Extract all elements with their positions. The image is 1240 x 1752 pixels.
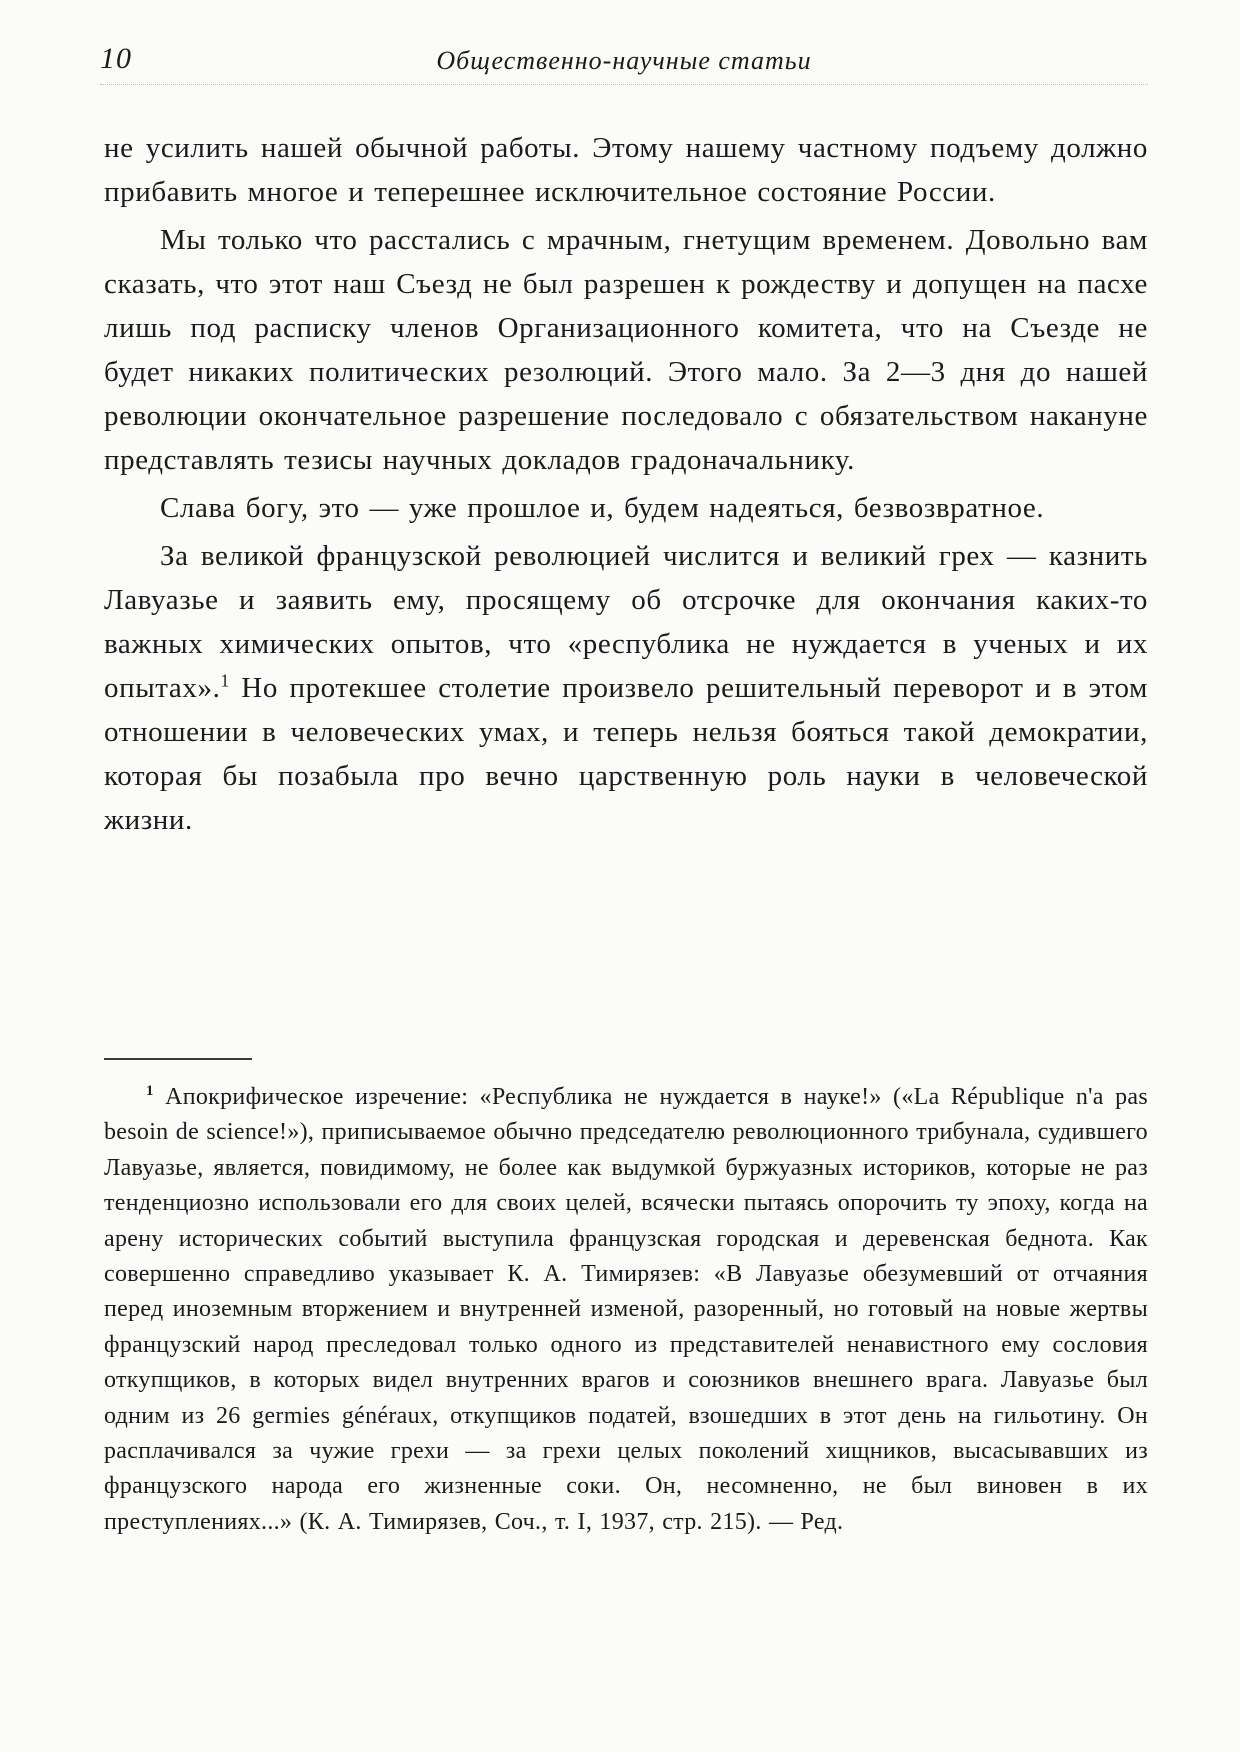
running-title: Общественно-научные статьи xyxy=(436,46,812,75)
footnotes xyxy=(104,1080,1148,1540)
paragraph-lavoisier-text-a: За великой французской революцией числится и великий грех — казнить Лавуазье и заявить ему, просящему об отсрочке для окончания каких-то важных химических опытов, что «республика не нуждается в ученых и их опытах». xyxy=(104,540,1148,704)
paragraph-continuation: не усилить нашей обычной работы. Этому нашему частному подъему должно прибавить многое и теперешнее исключительное состояние России. xyxy=(104,132,1148,208)
paragraph-lavoisier-text-b: Но протекшее столетие произвело решительный переворот и в этом отношении в человеческих умах, и теперь нельзя бояться такой демократии, которая бы позабыла про вечно царственную роль науки в человеческой жизни. xyxy=(104,672,1148,836)
footnote-1-mark: 1 xyxy=(146,1083,154,1099)
footnote-rule xyxy=(104,1058,252,1060)
paragraph-past: Слава богу, это — уже прошлое и, будем надеяться, безвозвратное. xyxy=(160,492,1045,524)
footnote-1-text: Апокрифическое изречение: «Республика не нуждается в науке!» («La République n'a pas besoin de science!»), приписываемое обычно председателю революционного трибунала, судившего Лавуазье, является, повидимому, не более как выдумкой буржуазных историков, которые не раз тенденциозно использовали его для своих целей, всячески пытаясь опорочить ту эпоху, когда на арену исторических событий выступила французская городская и деревенская беднота. Как совершенно справедливо указывает К. А. Тимирязев: «В Лавуазье обезумевший от отчаяния перед иноземным вторжением и внутренней изменой, разоренный, но готовый на новые жертвы французский народ преследовал только одного из представителей ненавистного ему сословия откупщиков, в которых видел внутренних врагов и союзников внешнего врага. Лавуазье был одним из 26 germies généraux, откупщиков податей, взошедших в этот день на гильотину. Он расплачивался за чужие грехи — за грехи целых поколений хищников, высасывавших из французского народа его жизненные соки. Он, несомненно, не был виновен в их преступлениях...» (К. А. Тимирязев, Соч., т. I, 1937, стр. 215). — Ред. xyxy=(104,1084,1148,1535)
running-head xyxy=(100,42,1148,82)
footnote-1 xyxy=(104,1080,1148,1540)
main-text xyxy=(104,126,1148,842)
footnote-reference[interactable]: 1 xyxy=(220,670,230,691)
header-rule xyxy=(100,84,1148,85)
page-number: 10 xyxy=(100,42,132,75)
paragraph-lavoisier xyxy=(104,534,1148,842)
paragraph-congress: Мы только что расстались с мрачным, гнетущим временем. Довольно вам сказать, что этот наш Съезд не был разрешен к рождеству и допущен на пасхе лишь под расписку членов Организационного комитета, что на Съезде не будет никаких политических резолюций. Этого мало. За 2—3 дня до нашей революции окончательное разрешение последовало с обязательством накануне представлять тезисы научных докладов градоначальнику. xyxy=(104,224,1148,476)
